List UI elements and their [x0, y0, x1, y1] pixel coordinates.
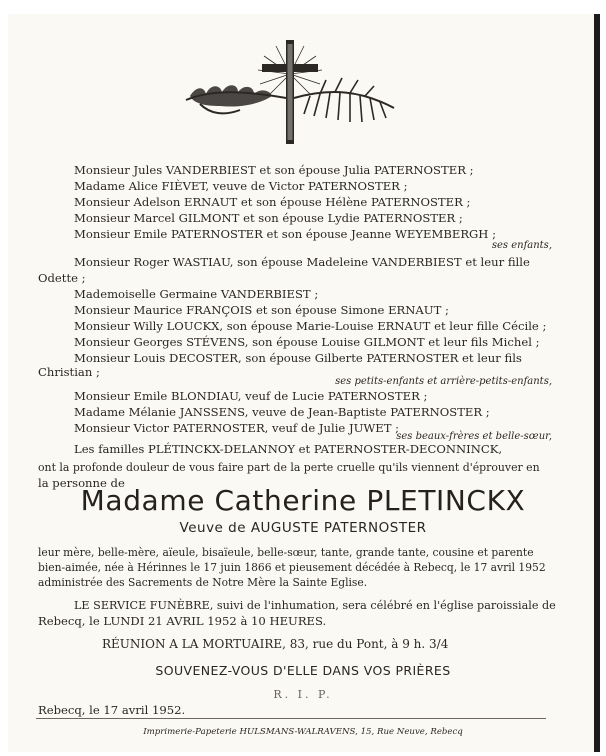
cross-with-palm-branches-icon	[180, 34, 400, 152]
role-children: ses enfants,	[491, 240, 552, 251]
family-line-1: Monsieur Jules VANDERBIEST et son épouse Julia PATERNOSTER ;	[74, 163, 474, 177]
announcement-line-2: la personne de	[38, 476, 125, 490]
place-date: Rebecq, le 17 avril 1952.	[38, 703, 186, 717]
family-line-4: Monsieur Marcel GILMONT et son épouse Lydie PATERNOSTER ;	[74, 211, 463, 225]
service-line-1: LE SERVICE FUNÈBRE, suivi de l'inhumation, sera célébré en l'église paroissiale de	[74, 599, 556, 612]
family-line-6: Monsieur Roger WASTIAU, son épouse Madeleine VANDERBIEST et leur fille	[74, 255, 530, 269]
family-line-12: Monsieur Emile BLONDIAU, veuf de Lucie PATERNOSTER ;	[74, 389, 428, 403]
bio-line-1: leur mère, belle-mère, aïeule, bisaïeule, belle-sœur, tante, grande tante, cousine et parente	[38, 546, 534, 559]
family-line-2: Madame Alice FIÈVET, veuve de Victor PATERNOSTER ;	[74, 179, 408, 193]
deceased-name: Madame Catherine PLETINCKX	[80, 484, 526, 517]
role-in-laws: ses beaux-frères et belle-sœur,	[396, 431, 552, 442]
family-line-9: Monsieur Willy LOUCKX, son épouse Marie-Louise ERNAUT et leur fille Cécile ;	[74, 319, 547, 333]
family-line-11: Monsieur Louis DECOSTER, son épouse Gilberte PATERNOSTER et leur fils	[74, 351, 522, 365]
family-line-13: Madame Mélanie JANSSENS, veuve de Jean-Baptiste PATERNOSTER ;	[74, 405, 490, 419]
announcement-line-1: ont la profonde douleur de vous faire part de la perte cruelle qu'ils viennent d'éprouver en	[38, 461, 540, 474]
family-line-3: Monsieur Adelson ERNAUT et son épouse Hélène PATERNOSTER ;	[74, 195, 471, 209]
bio-line-3: administrée des Sacrements de Notre Mère la Sainte Eglise.	[38, 576, 368, 589]
footer-divider	[36, 718, 546, 719]
prayer-request: SOUVENEZ-VOUS D'ELLE DANS VOS PRIÈRES	[155, 663, 451, 678]
family-line-5: Monsieur Emile PATERNOSTER et son épouse Jeanne WEYEMBERGH ;	[74, 227, 497, 241]
family-line-10: Monsieur Georges STÉVENS, son épouse Louise GILMONT et leur fils Michel ;	[74, 335, 540, 349]
families-line: Les familles PLÉTINCKX-DELANNOY et PATERNOSTER-DECONNINCK,	[74, 442, 503, 456]
family-line-8: Monsieur Maurice FRANÇOIS et son épouse Simone ERNAUT ;	[74, 303, 449, 317]
scan-edge	[594, 14, 600, 752]
family-line-14: Monsieur Victor PATERNOSTER, veuf de Julie JUWET ;	[74, 421, 400, 435]
service-line-2: Rebecq, le LUNDI 21 AVRIL 1952 à 10 HEURES.	[38, 614, 327, 628]
widow-of: Veuve de AUGUSTE PATERNOSTER	[179, 520, 427, 536]
family-line-6-cont: Odette ;	[38, 271, 86, 285]
family-line-11-cont: Christian ;	[38, 365, 100, 379]
reunion-line: RÉUNION A LA MORTUAIRE, 83, rue du Pont, à 9 h. 3/4	[102, 637, 449, 651]
bio-line-2: bien-aimée, née à Hérinnes le 17 juin 1866 et pieusement décédée à Rebecq, le 17 avril 1952	[38, 561, 546, 574]
rip-mark: R. I. P.	[273, 688, 333, 701]
family-line-7: Mademoiselle Germaine VANDERBIEST ;	[74, 287, 319, 301]
printer-credit: Imprimerie-Papeterie HULSMANS-WALRAVENS, 15, Rue Neuve, Rebecq	[143, 727, 463, 737]
role-grandchildren: ses petits-enfants et arrière-petits-enfants,	[335, 376, 552, 387]
